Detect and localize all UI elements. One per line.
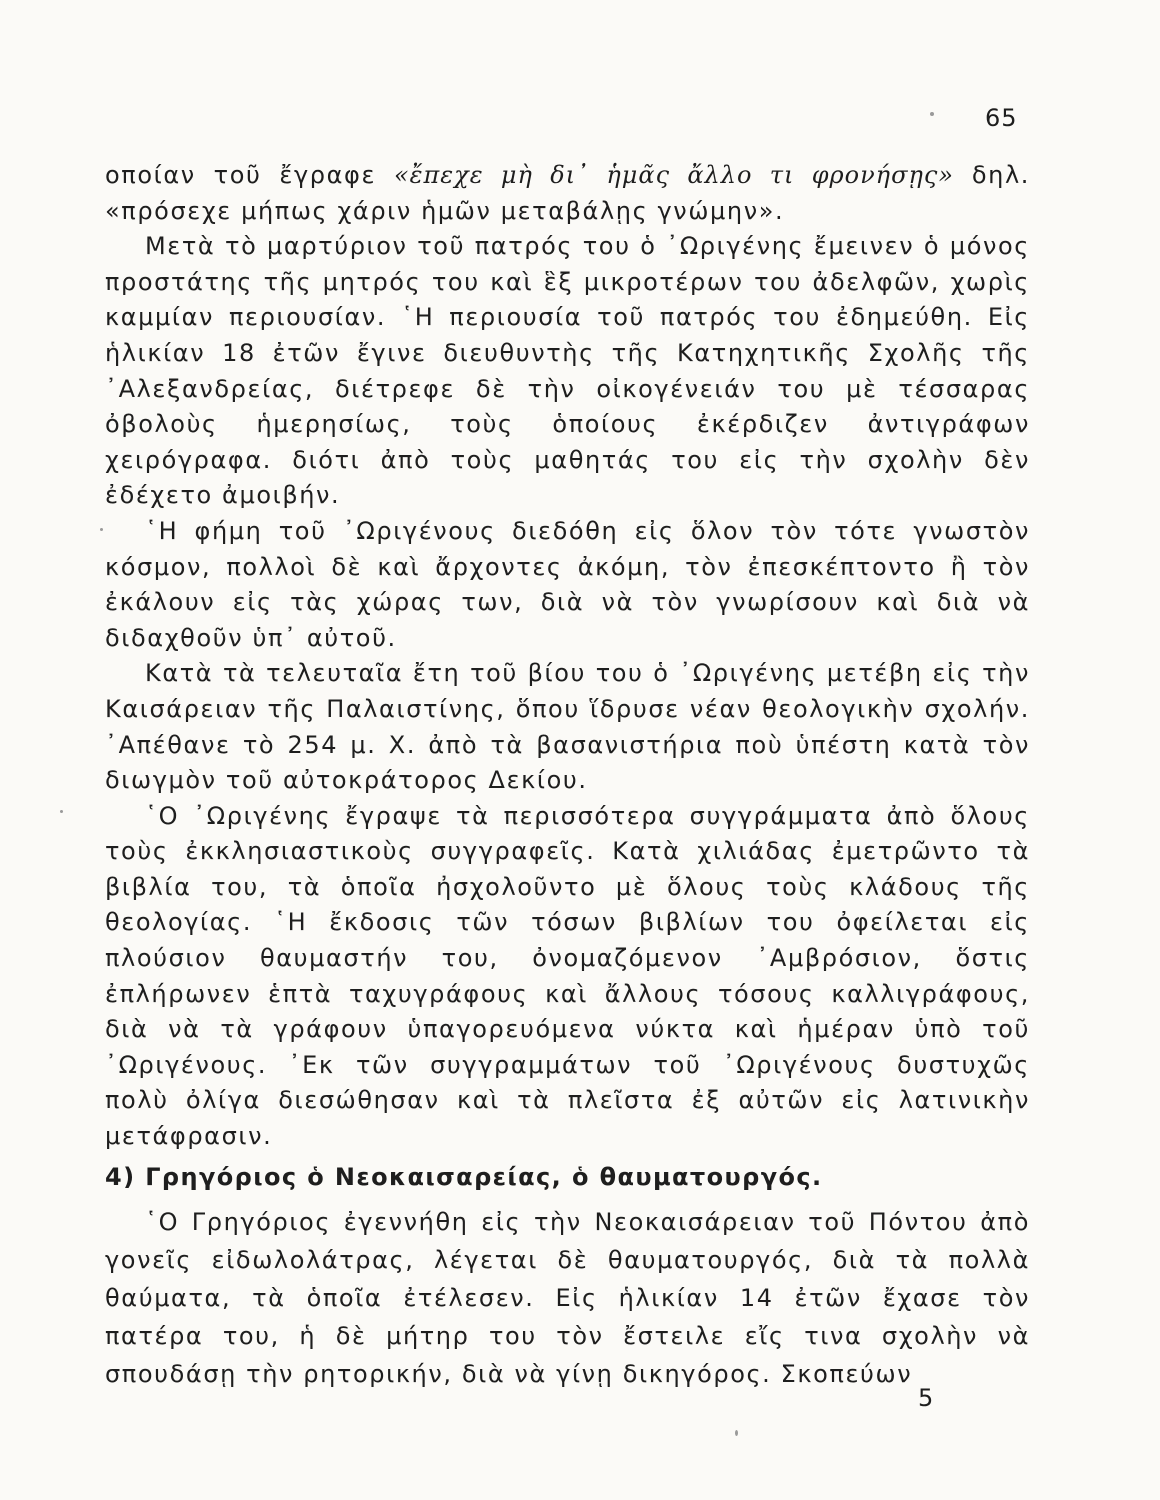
page-number: 65 (985, 104, 1018, 132)
paragraph-3: ῾Η φήμη τοῦ ᾿Ωριγένους διεδόθη εἰς ὅλον τὸν τότε γνωστὸν κόσμον, πολλοὶ δὲ καὶ ἄρχοντες ἀκόμη, τὸν ἐπεσκέπτοντο ἢ τὸν ἐκάλουν εἰς τὰς χώρας των, διὰ νὰ τὸν γνωρίσουν καὶ διὰ νὰ διδαχθοῦν ὑπ᾿ αὐτοῦ. (105, 516, 1030, 652)
section-text-block (105, 1203, 1030, 1393)
paragraph-5: ῾Ο ᾿Ωριγένης ἔγραψε τὰ περισσότερα συγγράμματα ἀπὸ ὅλους τοὺς ἐκκλησιαστικοὺς συγγραφεῖς. Κατὰ χιλιάδας ἐμετρῶντο τὰ βιβλία του, τὰ ὁποῖα ἠσχολοῦντο μὲ ὅλους τοὺς κλάδους τῆς θεολογίας. ῾Η ἔκδοσις τῶν τόσων βιβλίων του ὀφείλεται εἰς πλούσιον θαυμαστήν του, ὀνομαζόμενον ᾿Αμβρόσιον, ὅστις ἐπλήρωνεν ἑπτὰ ταχυγράφους καὶ ἄλλους τόσους καλλιγράφους, διὰ νὰ τὰ γράφουν ὑπαγορευόμενα νύκτα καὶ ἡμέραν ὑπὸ τοῦ ᾿Ωριγένους. ᾿Εκ τῶν συγγραμμάτων τοῦ ᾿Ωριγένους δυστυχῶς πολὺ ὀλίγα διεσώθησαν καὶ τὰ πλεῖστα ἐξ αὐτῶν εἰς λατινικὴν μετάφρασιν. (105, 801, 1030, 1151)
scan-speck (60, 810, 63, 813)
scan-speck (100, 528, 103, 531)
paragraph-1-before: οποίαν τοῦ ἔγραφε (105, 161, 394, 189)
paragraph-4: Κατὰ τὰ τελευταῖα ἔτη τοῦ βίου του ὁ ᾿Ωριγένης μετέβη εἰς τὴν Καισάρειαν τῆς Παλαιστίνης, ὅπου ἵδρυσε νέαν θεολογικὴν σχολήν. ᾿Απέθανε τὸ 254 μ. Χ. ἀπὸ τὰ βασανιστήρια ποὺ ὑπέστη κατὰ τὸν διωγμὸν τοῦ αὐτοκράτορος Δεκίου. (105, 659, 1030, 795)
section-heading: 4) Γρηγόριος ὁ Νεοκαισαρείας, ὁ θαυματουργός. (105, 1163, 823, 1191)
paragraph-1-after: δηλ. «πρόσεχε μήπως χάριν ἡμῶν μεταβάλῃς γνώμην». (105, 161, 1030, 225)
scan-speck (735, 1430, 738, 1436)
paragraph-1-quote: «ἔπεχε μὴ δι᾿ ἡμᾶς ἄλλο τι φρονήσῃς» (393, 161, 954, 189)
main-text-block (105, 158, 1030, 1155)
scan-speck (930, 112, 934, 116)
signature-mark: 5 (918, 1384, 934, 1412)
paragraph-2: Μετὰ τὸ μαρτύριον τοῦ πατρός του ὁ ᾿Ωριγένης ἔμεινεν ὁ μόνος προστάτης τῆς μητρός του καὶ ἓξ μικροτέρων του ἀδελφῶν, χωρὶς καμμίαν περιουσίαν. ῾Η περιουσία τοῦ πατρός του ἐδημεύθη. Εἰς ἡλικίαν 18 ἐτῶν ἔγινε διευθυντὴς τῆς Κατηχητικῆς Σχολῆς τῆς ᾿Αλεξανδρείας, διέτρεφε δὲ τὴν οἰκογένειάν του μὲ τέσσαρας ὀβολοὺς ἡμερησίως, τοὺς ὁποίους ἐκέρδιζεν ἀντιγράφων χειρόγραφα. διότι ἀπὸ τοὺς μαθητάς του εἰς τὴν σχολὴν δὲν ἐδέχετο ἀμοιβήν. (105, 232, 1030, 510)
section-paragraph: ῾Ο Γρηγόριος ἐγεννήθη εἰς τὴν Νεοκαισάρειαν τοῦ Πόντου ἀπὸ γονεῖς εἰδωλολάτρας, λέγεται δὲ θαυματουργός, διὰ τὰ πολλὰ θαύματα, τὰ ὁποῖα ἐτέλεσεν. Εἰς ἡλικίαν 14 ἐτῶν ἔχασε τὸν πατέρα του, ἡ δὲ μήτηρ του τὸν ἔστειλε εἴς τινα σχολὴν νὰ σπουδάσῃ τὴν ρητορικήν, διὰ νὰ γίνῃ δικηγόρος. Σκοπεύων (105, 1208, 1030, 1388)
paragraph-1 (105, 158, 1030, 229)
